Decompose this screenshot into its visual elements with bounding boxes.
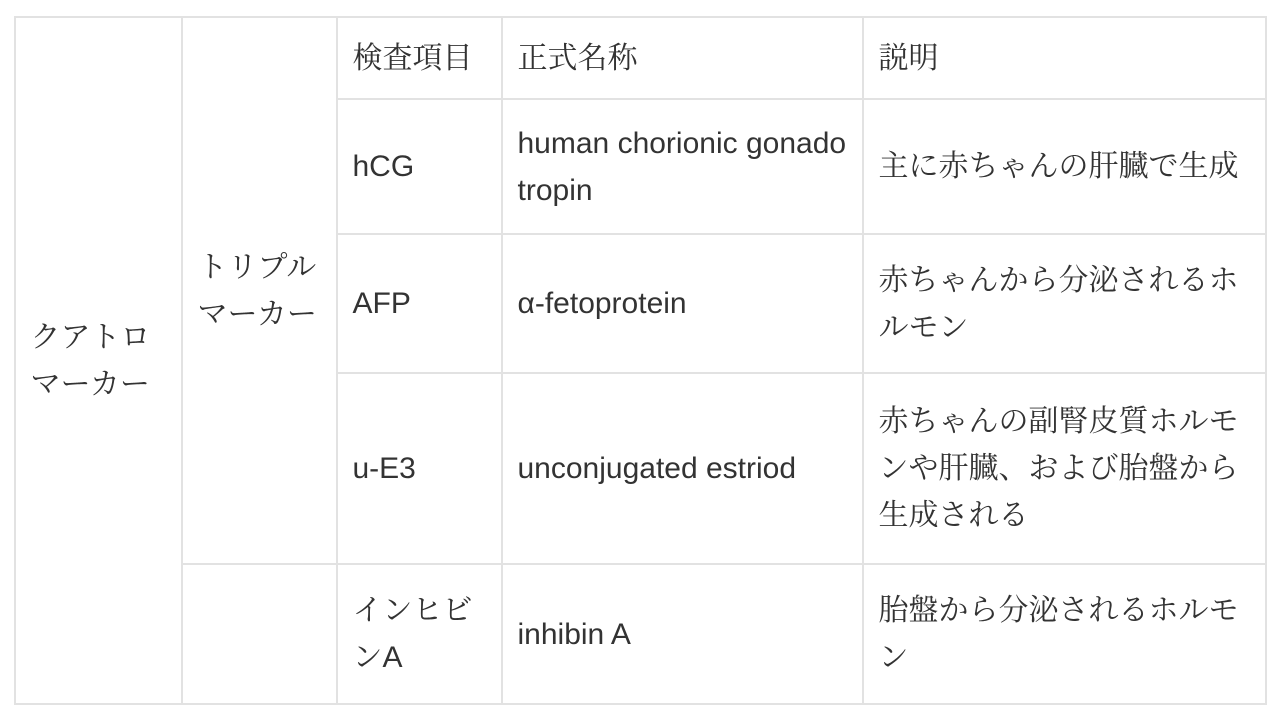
marker-table <box>14 16 1267 705</box>
official-name-cell: inhibin A <box>502 564 863 704</box>
table-row-inhibin <box>15 564 1266 704</box>
quad-marker-group-cell: クアトロマーカー <box>15 17 182 704</box>
triple-marker-group-cell: トリプルマーカー <box>182 17 337 564</box>
item-cell: AFP <box>337 234 502 373</box>
description-cell: 主に赤ちゃんの肝臓で生成 <box>863 99 1266 234</box>
description-cell: 赤ちゃんの副腎皮質ホルモンや肝臓、および胎盤から生成される <box>863 373 1266 564</box>
official-name-cell: unconjugated estriod <box>502 373 863 564</box>
description-cell: 赤ちゃんから分泌されるホルモン <box>863 234 1266 373</box>
item-cell: u-E3 <box>337 373 502 564</box>
item-cell: hCG <box>337 99 502 234</box>
header-row <box>15 17 1266 99</box>
official-name-cell: α-fetoprotein <box>502 234 863 373</box>
column-header-description: 説明 <box>863 17 1266 99</box>
official-name-cell: human chorionic gonadotropin <box>502 99 863 234</box>
column-header-item: 検査項目 <box>337 17 502 99</box>
column-header-official-name: 正式名称 <box>502 17 863 99</box>
item-cell: インヒビンA <box>337 564 502 704</box>
description-cell: 胎盤から分泌されるホルモン <box>863 564 1266 704</box>
sub-group-empty-cell <box>182 564 337 704</box>
